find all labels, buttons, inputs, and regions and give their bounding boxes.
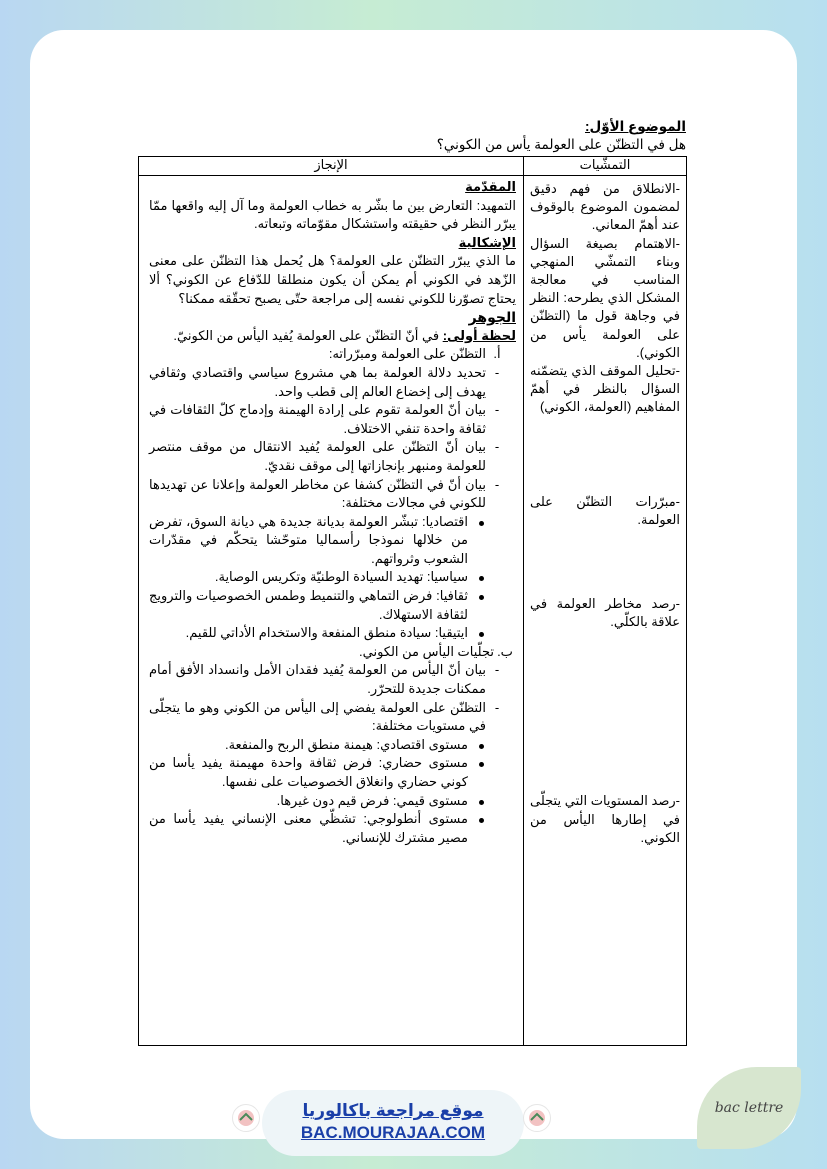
- list-item: [149, 401, 516, 438]
- dash-marker: -: [494, 476, 500, 492]
- steps-column-header: التمشّيات: [524, 157, 687, 176]
- list-item-text: التظنّن على العولمة يفضي إلى اليأس من الكوني وهو ما يتجلّى في مستويات مختلفة:: [149, 699, 486, 734]
- bullet-item: [149, 810, 516, 847]
- section-title: التظنّن على العولمة ومبرّراته:: [328, 346, 486, 362]
- bullet-text: سياسيا: تهديد السيادة الوطنيّة وتكريس الوصاية.: [214, 569, 468, 585]
- steps-cell: [524, 176, 687, 1046]
- title-block: [138, 118, 686, 153]
- list-item-text: تحديد دلالة العولمة بما هي مشروع سياسي واقتصادي وثقافي يهدف إلى إخضاع العالم إلى قطب واحد.: [149, 364, 486, 399]
- dash-marker: -: [494, 439, 500, 455]
- dash-marker: -: [494, 662, 500, 678]
- bullet-icon: [468, 810, 494, 829]
- step-item: -الانطلاق من فهم دقيق لمضمون الموضوع بالوقوف عند أهمّ المعاني.: [530, 181, 680, 233]
- bullet-text: مستوى اقتصادي: هيمنة منطق الربح والمنفعة.: [224, 736, 468, 752]
- bullet-text: مستوى أنطولوجي: تشظّي معنى الإنساني يفيد يأسا من مصير مشترك للإنساني.: [149, 811, 468, 845]
- table-header-row: [139, 157, 687, 176]
- bullet-text: مستوى قيمي: فرض قيم دون غيرها.: [276, 792, 468, 808]
- list-item-text: بيان أنّ اليأس من العولمة يُفيد فقدان الأمل وانسداد الأفق أمام ممكنات جديدة للتحرّر.: [149, 662, 486, 697]
- achievement-column-header: الإنجاز: [139, 157, 524, 176]
- answer-table: [138, 156, 687, 1046]
- bullet-item: [149, 513, 516, 569]
- section-title: تجلّيات اليأس من الكوني.: [359, 643, 494, 659]
- brand-text: bac lettre: [714, 1100, 784, 1116]
- bullet-icon: [468, 587, 494, 606]
- bullet-item: [149, 624, 516, 643]
- list-item-text: بيان أنّ العولمة تقوم على إرادة الهيمنة وإدماج كلّ الثقافات في ثقافة واحدة تنفي الاختلاف.: [149, 402, 486, 436]
- bullet-icon: [468, 754, 494, 773]
- list-item: [149, 661, 516, 698]
- table-body-row: [139, 176, 687, 1046]
- bullet-icon: [468, 792, 494, 811]
- step-item: -رصد المستويات التي يتجلّى في إطارها اليأس من الكوني.: [530, 793, 680, 845]
- bullet-text: ايتيقيا: سيادة منطق المنفعة والاستخدام الأداتي للقيم.: [185, 625, 468, 641]
- problem-text: ما الذي يبرّر التظنّن على العولمة؟ هل يُحمل هذا التظنّن على معنى الزّهد في الكوني أم يمكن أن يكون منطلقا للدّفاع عن الكوني؟ ألا يحتاج تصوّرنا للكوني نفسه إلى مراجعة حتّى يصبح تحقّقه ممكنا؟: [149, 253, 516, 306]
- list-item: [149, 364, 516, 401]
- moment-text: في أنّ التظنّن على العولمة يُفيد اليأس من الكونيّ.: [173, 327, 443, 343]
- bullet-icon: [468, 624, 494, 643]
- section-marker: أ.: [493, 346, 501, 362]
- bullet-item: [149, 736, 516, 755]
- problem-heading: الإشكالية: [458, 234, 516, 250]
- bullet-icon: [468, 568, 494, 587]
- list-item: [149, 476, 516, 513]
- step-item: -مبرّرات التظنّن على العولمة.: [530, 493, 680, 527]
- moment-label: لحظة أولى:: [442, 327, 516, 343]
- bullet-item: [149, 792, 516, 811]
- bullet-icon: [468, 513, 494, 532]
- section-a-heading: [149, 345, 516, 364]
- step-item: -رصد مخاطر العولمة في علاقة بالكلّي.: [530, 596, 680, 630]
- site-url-link[interactable]: BAC.MOURAJAA.COM: [300, 1123, 486, 1142]
- achievement-cell: [139, 176, 524, 1046]
- bullet-text: اقتصاديا: تبشّر العولمة بديانة جديدة هي ديانة السوق، تفرض من خلالها نموذجا رأسماليا متوحّشا يتحكّم في مقدّرات الشعوب وثرواتهم.: [149, 513, 468, 566]
- section-marker: ب.: [497, 643, 513, 659]
- site-logo-icon: [523, 1104, 551, 1132]
- bullet-icon: [468, 736, 494, 755]
- bullet-text: ثقافيا: فرض التماهي والتنميط وطمس الخصوصيات والترويج لثقافة الاستهلاك.: [149, 588, 468, 622]
- bullet-item: [149, 754, 516, 791]
- step-item: -تحليل الموقف الذي يتضمّنه السؤال بالنظر في أهمّ المفاهيم (العولمة، الكوني): [530, 363, 680, 415]
- dash-marker: -: [494, 364, 500, 380]
- bullet-item: [149, 568, 516, 587]
- bullet-item: [149, 587, 516, 624]
- dash-marker: -: [494, 699, 500, 715]
- list-item-text: بيان أنّ في التظنّن كشفا عن مخاطر العولمة وإعلانا عن تهديدها للكوني في مجالات مختلفة:: [149, 476, 486, 511]
- intro-heading: المقدّمة: [465, 179, 516, 194]
- bullet-text: مستوى حضاري: فرض ثقافة واحدة مهيمنة يفيد يأسا من كوني حضاري وانغلاق الخصوصيات على نفسها.: [149, 755, 468, 789]
- list-item: [149, 699, 516, 736]
- site-logo-icon: [232, 1104, 260, 1132]
- list-item: [149, 438, 516, 475]
- section-b-heading: [149, 643, 516, 662]
- moment-line: [149, 327, 516, 346]
- site-link-banner[interactable]: [262, 1090, 524, 1156]
- intro-text: التمهيد: التعارض بين ما بشّر به خطاب العولمة وما آل إليه واقعها ممّا يبرّر النظر في حقيقته واستشكال مقوّماته وتبعاته.: [149, 197, 516, 232]
- step-item: -الاهتمام بصيغة السؤال وبناء التمشّي المنهجي المناسب في معالجة المشكل الذي يطرحه: النظر في وجاهة قول ما (التظنّن على العولمة يأس من الكوني).: [530, 235, 680, 360]
- core-heading: الجوهر: [468, 309, 516, 326]
- topic-heading: الموضوع الأوّل:: [585, 119, 686, 134]
- dash-marker: -: [494, 402, 500, 418]
- topic-question: هل في التظنّن على العولمة يأس من الكوني؟: [436, 137, 686, 152]
- site-name-link[interactable]: موقع مراجعة باكالوريا: [302, 1101, 484, 1120]
- list-item-text: بيان أنّ التظنّن على العولمة يُفيد الانتقال من موقف منتصر للعولمة ومنبهر بإنجازاتها إلى موقف نقديّ.: [149, 439, 486, 473]
